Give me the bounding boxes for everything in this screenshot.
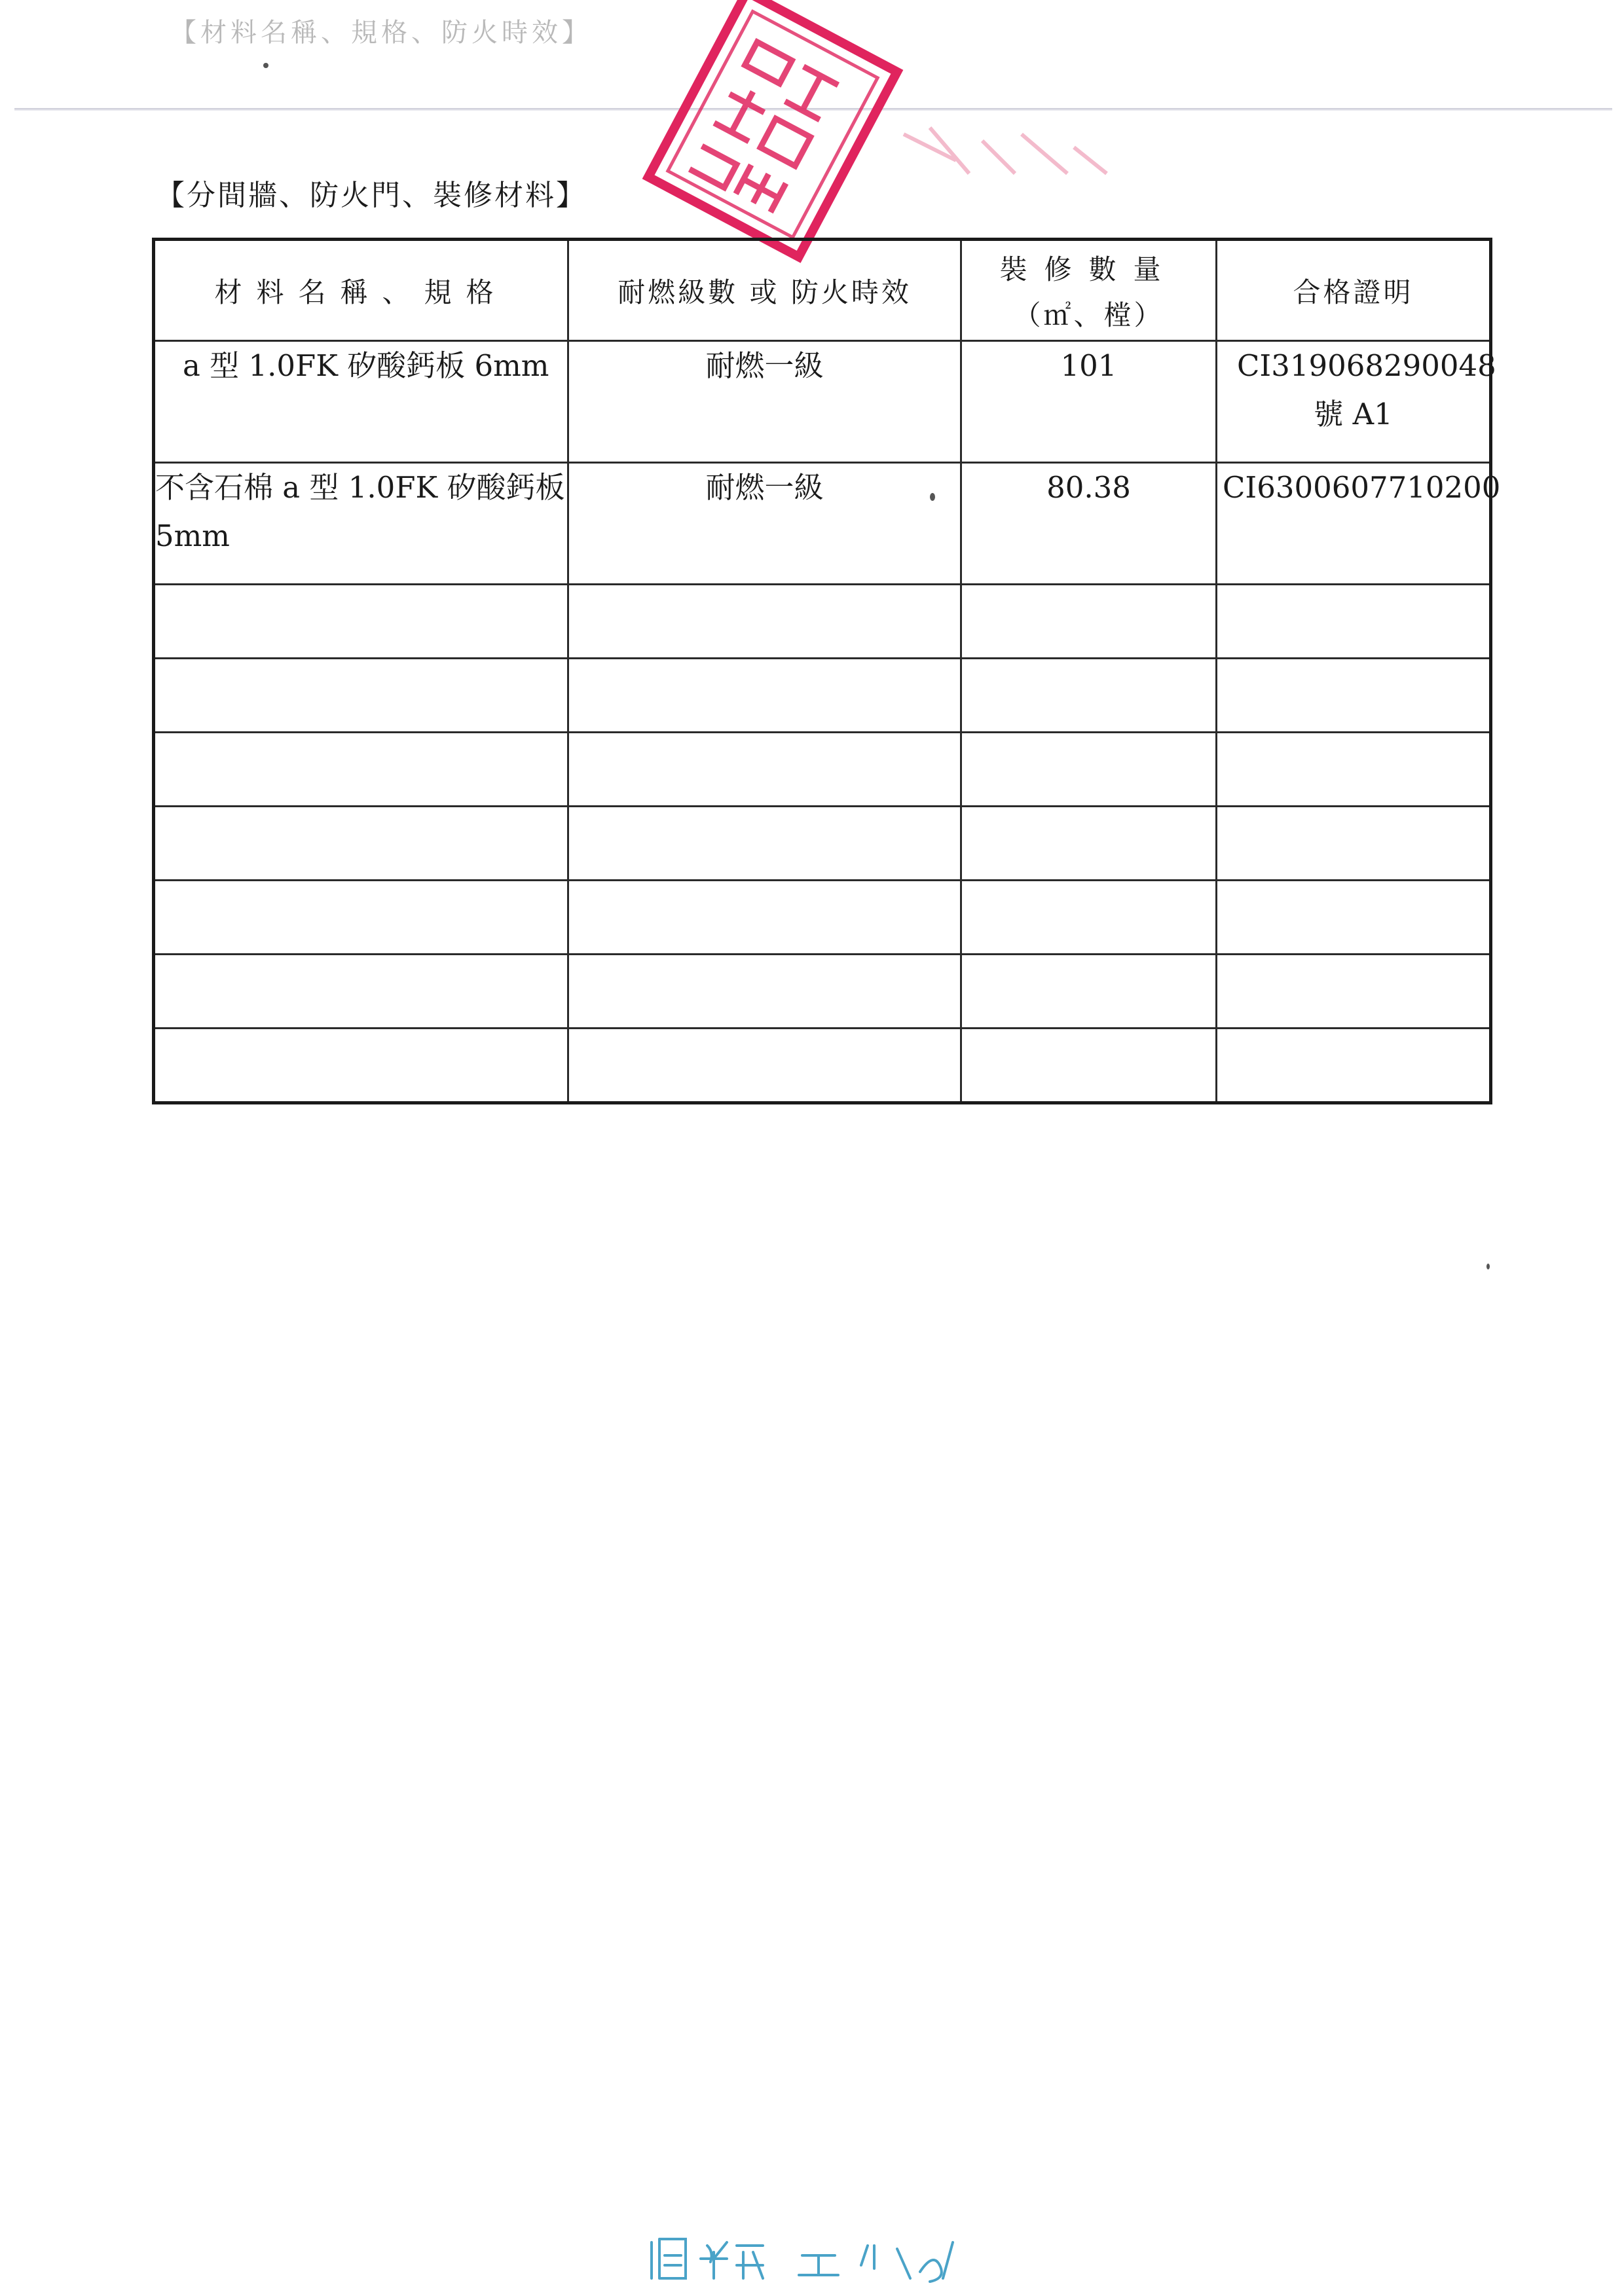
empty-cell <box>154 659 568 733</box>
header-quantity-line1: 裝修數量 <box>999 253 1178 285</box>
empty-cell <box>154 1029 568 1103</box>
handwritten-signature <box>645 2232 999 2285</box>
faint-previous-page-header: 【材料名稱、規格、防火時效】 <box>170 18 592 48</box>
empty-cell <box>961 807 1217 881</box>
table-header-row <box>154 240 1491 341</box>
empty-cell <box>961 881 1217 955</box>
scan-speck <box>1486 1264 1490 1269</box>
empty-cell <box>568 1029 961 1103</box>
header-certificate <box>1217 240 1491 341</box>
cell-material-name: a 型 1.0FK 矽酸鈣板 6mm <box>154 341 568 463</box>
header-quantity-line2: （㎡、樘） <box>1013 299 1164 331</box>
empty-cell <box>154 733 568 807</box>
empty-cell <box>568 585 961 659</box>
cell-certificate: CI319068290048 號 A1 <box>1217 341 1491 463</box>
header-fire-rating-text: 耐燃級數 或 防火時效 <box>618 276 912 308</box>
empty-cell <box>961 585 1217 659</box>
empty-cell <box>1217 659 1491 733</box>
empty-cell <box>568 955 961 1029</box>
empty-cell <box>154 881 568 955</box>
table-row <box>154 341 1491 463</box>
table-row-empty <box>154 881 1491 955</box>
faint-seal-smudge <box>891 121 1126 200</box>
cell-quantity: 101 <box>961 341 1217 463</box>
table-row-empty <box>154 1029 1491 1103</box>
empty-cell <box>1217 1029 1491 1103</box>
table-row-empty <box>154 807 1491 881</box>
table-row-empty <box>154 733 1491 807</box>
cell-fire-rating: 耐燃一級 <box>568 463 961 585</box>
scan-speck <box>930 493 935 501</box>
header-certificate-text: 合格證明 <box>1293 276 1414 308</box>
materials-table <box>152 238 1501 1104</box>
empty-cell <box>961 733 1217 807</box>
empty-cell <box>568 881 961 955</box>
empty-cell <box>568 733 961 807</box>
empty-cell <box>568 807 961 881</box>
table-row-empty <box>154 955 1491 1029</box>
cell-quantity: 80.38 <box>961 463 1217 585</box>
header-fire-rating <box>568 240 961 341</box>
table-row-empty <box>154 585 1491 659</box>
empty-cell <box>154 807 568 881</box>
empty-cell <box>1217 807 1491 881</box>
cell-material-name: 不含石棉 a 型 1.0FK 矽酸鈣板 5mm <box>154 463 568 585</box>
header-material-name <box>154 240 568 341</box>
section-title: 【分間牆、防火門、裝修材料】 <box>156 179 587 212</box>
empty-cell <box>154 955 568 1029</box>
empty-cell <box>961 659 1217 733</box>
empty-cell <box>1217 733 1491 807</box>
empty-cell <box>961 955 1217 1029</box>
empty-cell <box>1217 585 1491 659</box>
table-row <box>154 463 1491 585</box>
empty-cell <box>1217 881 1491 955</box>
cell-fire-rating: 耐燃一級 <box>568 341 961 463</box>
empty-cell <box>568 659 961 733</box>
empty-cell <box>961 1029 1217 1103</box>
empty-cell <box>1217 955 1491 1029</box>
table-row-empty <box>154 659 1491 733</box>
cell-certificate: CI6300607710200 <box>1217 463 1491 585</box>
scan-speck <box>263 63 268 68</box>
empty-cell <box>154 585 568 659</box>
header-material-name-text: 材料名稱、規格 <box>214 276 508 308</box>
header-quantity <box>961 240 1217 341</box>
